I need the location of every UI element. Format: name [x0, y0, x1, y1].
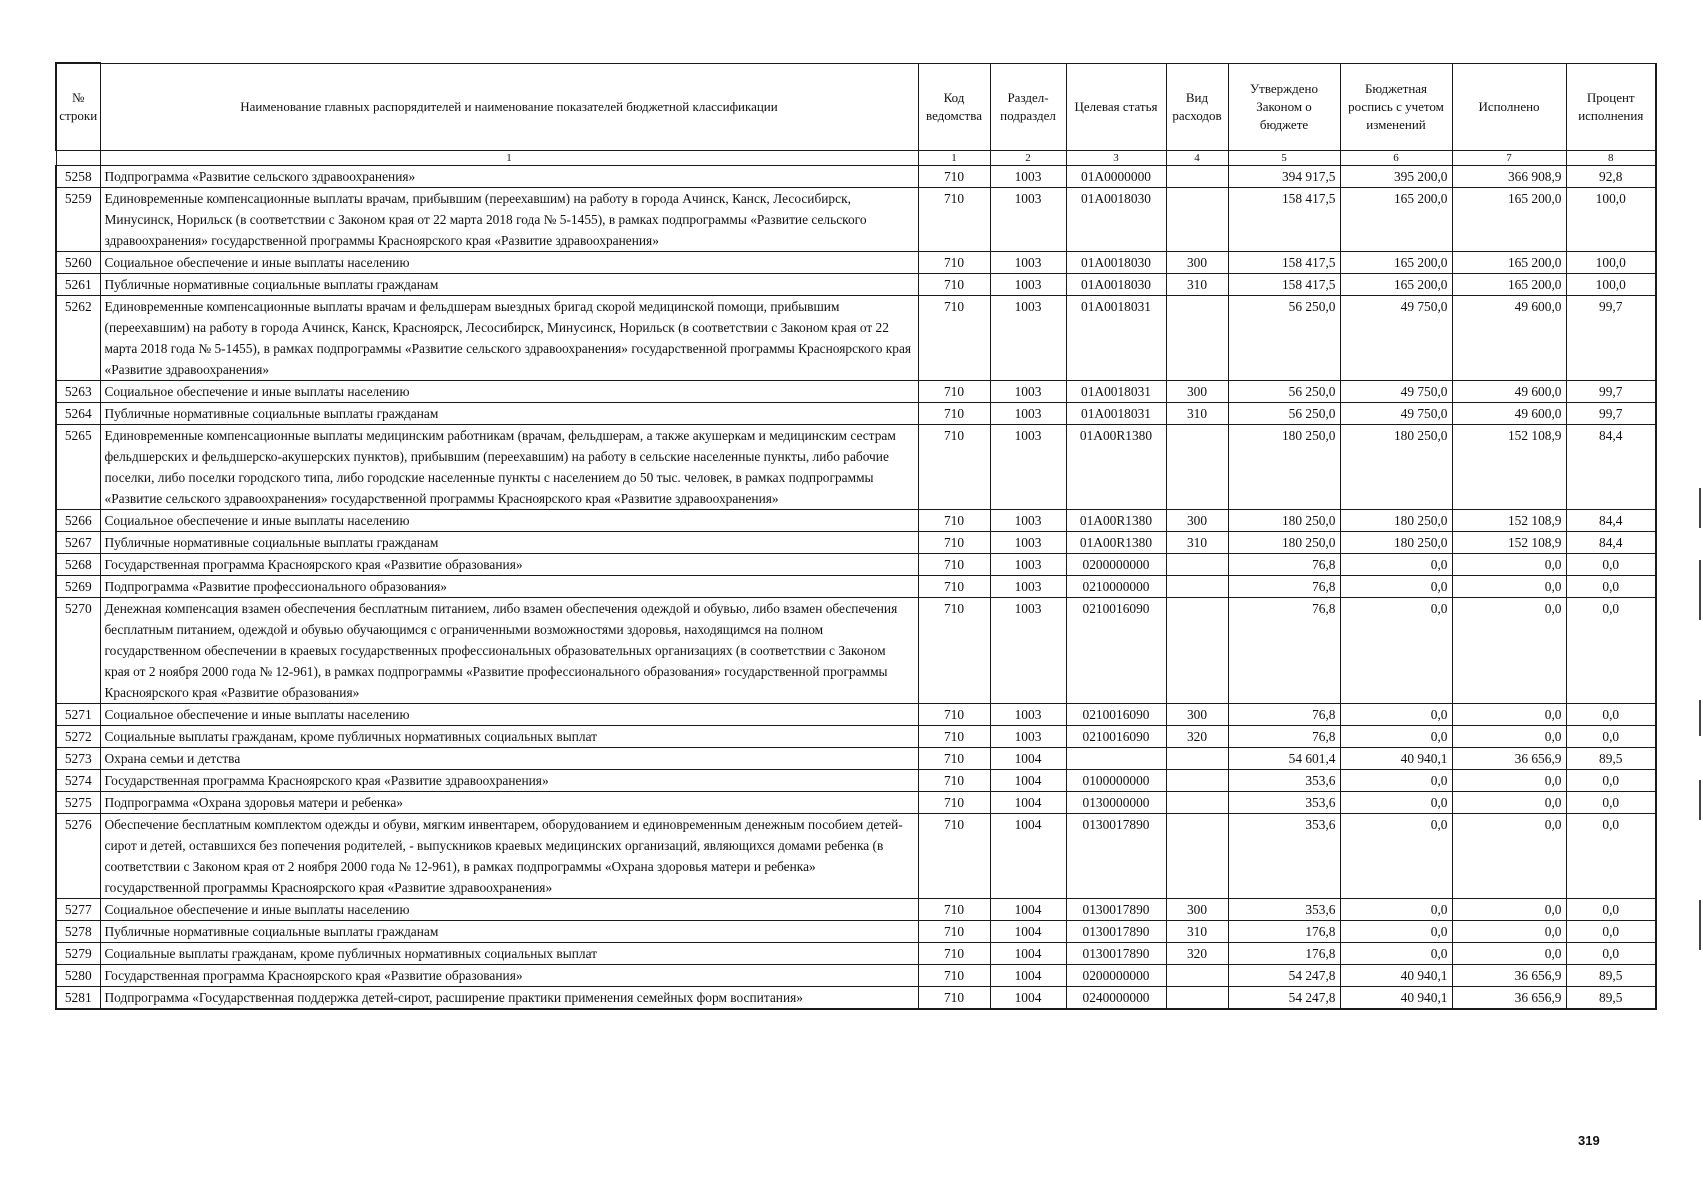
- row-number: 5272: [56, 726, 100, 748]
- row-budget-schedule: 180 250,0: [1340, 510, 1452, 532]
- row-target-article: 0130017890: [1066, 814, 1166, 899]
- row-target-article: 01А0018030: [1066, 274, 1166, 296]
- row-name: Денежная компенсация взамен обеспечения бесплатным питанием, либо взамен обеспечения одеждой и обувью, либо взамен обеспечения бесплатным питанием, одеждой и обувью обучающимся с ограниченными возможностями здоровья, находящимся на полном государственном обеспечении в краевых государственных профессиональных образовательных организациях (в соответствии с Законом края от 2 ноября 2000 года № 12-961), в рамках подпрограммы «Развитие профессионального образования» государственной программы Красноярского края «Развитие образования»: [100, 598, 918, 704]
- table-row: [56, 921, 1656, 943]
- row-approved: 180 250,0: [1228, 532, 1340, 554]
- row-percent: 99,7: [1566, 381, 1656, 403]
- row-target-article: 0210000000: [1066, 576, 1166, 598]
- row-number: 5280: [56, 965, 100, 987]
- row-target-article: 01А00R1380: [1066, 510, 1166, 532]
- row-name: Единовременные компенсационные выплаты медицинским работникам (врачам, фельдшерам, а также акушеркам и медицинским сестрам фельдшерских и фельдшерско-акушерских пунктов), прибывшим (переехавшим) на работу в сельские населенные пункты, либо рабочие поселки, либо поселки городского типа, либо городские населенные пункты с населением до 50 тыс. человек, в рамках подпрограммы «Развитие сельского здравоохранения» государственной программы Красноярского края «Развитие здравоохранения»: [100, 425, 918, 510]
- row-dept-code: 710: [918, 166, 990, 188]
- row-percent: 100,0: [1566, 188, 1656, 252]
- row-percent: 89,5: [1566, 987, 1656, 1010]
- row-number: 5271: [56, 704, 100, 726]
- row-budget-schedule: 0,0: [1340, 554, 1452, 576]
- row-target-article: 01А00R1380: [1066, 425, 1166, 510]
- row-percent: 84,4: [1566, 532, 1656, 554]
- row-dept-code: 710: [918, 770, 990, 792]
- row-percent: 99,7: [1566, 403, 1656, 425]
- table-row: [56, 296, 1656, 381]
- table-body: [56, 166, 1656, 1010]
- row-budget-schedule: 40 940,1: [1340, 965, 1452, 987]
- row-target-article: 0200000000: [1066, 965, 1166, 987]
- row-executed: 152 108,9: [1452, 532, 1566, 554]
- row-approved: 180 250,0: [1228, 510, 1340, 532]
- row-executed: 0,0: [1452, 770, 1566, 792]
- col-number: 6: [1340, 151, 1452, 166]
- row-number: 5275: [56, 792, 100, 814]
- row-target-article: 0210016090: [1066, 704, 1166, 726]
- row-name: Подпрограмма «Государственная поддержка детей-сирот, расширение практики применения семейных форм воспитания»: [100, 987, 918, 1010]
- row-budget-schedule: 165 200,0: [1340, 188, 1452, 252]
- row-dept-code: 710: [918, 598, 990, 704]
- scan-edge-mark: [1699, 780, 1701, 820]
- row-percent: 89,5: [1566, 965, 1656, 987]
- row-executed: 0,0: [1452, 598, 1566, 704]
- table-row: [56, 274, 1656, 296]
- row-number: 5268: [56, 554, 100, 576]
- row-executed: 366 908,9: [1452, 166, 1566, 188]
- row-approved: 158 417,5: [1228, 188, 1340, 252]
- row-expense-type: 300: [1166, 252, 1228, 274]
- row-section: 1004: [990, 748, 1066, 770]
- row-approved: 76,8: [1228, 704, 1340, 726]
- row-approved: 56 250,0: [1228, 381, 1340, 403]
- table-row: [56, 576, 1656, 598]
- page-number: 319: [1578, 1133, 1600, 1148]
- row-expense-type: [1166, 770, 1228, 792]
- row-dept-code: 710: [918, 554, 990, 576]
- row-expense-type: [1166, 965, 1228, 987]
- row-percent: 100,0: [1566, 274, 1656, 296]
- row-approved: 176,8: [1228, 943, 1340, 965]
- row-budget-schedule: 49 750,0: [1340, 403, 1452, 425]
- row-section: 1004: [990, 899, 1066, 921]
- row-section: 1003: [990, 188, 1066, 252]
- row-executed: 36 656,9: [1452, 748, 1566, 770]
- row-expense-type: [1166, 296, 1228, 381]
- scan-edge-mark: [1699, 488, 1701, 528]
- row-section: 1003: [990, 425, 1066, 510]
- row-budget-schedule: 0,0: [1340, 598, 1452, 704]
- row-budget-schedule: 0,0: [1340, 770, 1452, 792]
- row-number: 5260: [56, 252, 100, 274]
- row-section: 1003: [990, 704, 1066, 726]
- row-expense-type: [1166, 554, 1228, 576]
- row-budget-schedule: 0,0: [1340, 726, 1452, 748]
- row-target-article: 0130017890: [1066, 921, 1166, 943]
- row-percent: 0,0: [1566, 792, 1656, 814]
- row-name: Единовременные компенсационные выплаты врачам и фельдшерам выездных бригад скорой медицинской помощи, прибывшим (переехавшим) на работу в города Ачинск, Канск, Красноярск, Лесосибирск, Минусинск, Норильск (в соответствии с Законом края от 22 марта 2018 года № 5-1455), в рамках подпрограммы «Развитие сельского здравоохранения» государственной программы Красноярского края «Развитие здравоохранения»: [100, 296, 918, 381]
- row-executed: 0,0: [1452, 943, 1566, 965]
- row-approved: 56 250,0: [1228, 296, 1340, 381]
- row-percent: 0,0: [1566, 576, 1656, 598]
- row-executed: 49 600,0: [1452, 381, 1566, 403]
- row-approved: 54 247,8: [1228, 965, 1340, 987]
- row-percent: 92,8: [1566, 166, 1656, 188]
- row-dept-code: 710: [918, 748, 990, 770]
- row-name: Социальное обеспечение и иные выплаты населению: [100, 704, 918, 726]
- row-name: Государственная программа Красноярского края «Развитие образования»: [100, 965, 918, 987]
- row-dept-code: 710: [918, 814, 990, 899]
- row-approved: 176,8: [1228, 921, 1340, 943]
- col-number: 1: [918, 151, 990, 166]
- header-expense-type: Вид расходов: [1166, 63, 1228, 151]
- row-dept-code: 710: [918, 425, 990, 510]
- row-name: Подпрограмма «Развитие профессионального образования»: [100, 576, 918, 598]
- col-number: 5: [1228, 151, 1340, 166]
- row-number: 5263: [56, 381, 100, 403]
- row-name: Социальное обеспечение и иные выплаты населению: [100, 381, 918, 403]
- row-expense-type: 310: [1166, 532, 1228, 554]
- row-budget-schedule: 40 940,1: [1340, 987, 1452, 1010]
- row-dept-code: 710: [918, 510, 990, 532]
- row-expense-type: 300: [1166, 381, 1228, 403]
- row-number: 5281: [56, 987, 100, 1010]
- row-dept-code: 710: [918, 704, 990, 726]
- row-number: 5259: [56, 188, 100, 252]
- row-target-article: 0100000000: [1066, 770, 1166, 792]
- row-percent: 84,4: [1566, 425, 1656, 510]
- row-dept-code: 710: [918, 188, 990, 252]
- row-approved: 353,6: [1228, 814, 1340, 899]
- row-name: Публичные нормативные социальные выплаты гражданам: [100, 403, 918, 425]
- row-name: Единовременные компенсационные выплаты врачам, прибывшим (переехавшим) на работу в города Ачинск, Канск, Лесосибирск, Минусинск, Норильск (в соответствии с Законом края от 22 марта 2018 года № 5-1455), в рамках подпрограммы «Развитие сельского здравоохранения» государственной программы Красноярского края «Развитие здравоохранения»: [100, 188, 918, 252]
- row-section: 1004: [990, 943, 1066, 965]
- row-expense-type: 300: [1166, 510, 1228, 532]
- row-section: 1003: [990, 274, 1066, 296]
- row-target-article: 0210016090: [1066, 598, 1166, 704]
- row-number: 5273: [56, 748, 100, 770]
- row-number: 5278: [56, 921, 100, 943]
- row-target-article: 01А0018030: [1066, 252, 1166, 274]
- row-budget-schedule: 49 750,0: [1340, 381, 1452, 403]
- row-name: Социальные выплаты гражданам, кроме публичных нормативных социальных выплат: [100, 943, 918, 965]
- row-name: Охрана семьи и детства: [100, 748, 918, 770]
- row-executed: 165 200,0: [1452, 274, 1566, 296]
- row-budget-schedule: 165 200,0: [1340, 274, 1452, 296]
- row-target-article: 0210016090: [1066, 726, 1166, 748]
- row-dept-code: 710: [918, 987, 990, 1010]
- row-dept-code: 710: [918, 792, 990, 814]
- row-name: Социальное обеспечение и иные выплаты населению: [100, 899, 918, 921]
- row-percent: 0,0: [1566, 726, 1656, 748]
- table-row: [56, 770, 1656, 792]
- row-budget-schedule: 0,0: [1340, 943, 1452, 965]
- table-row: [56, 252, 1656, 274]
- row-approved: 158 417,5: [1228, 274, 1340, 296]
- row-name: Подпрограмма «Охрана здоровья матери и ребенка»: [100, 792, 918, 814]
- row-executed: 0,0: [1452, 921, 1566, 943]
- row-budget-schedule: 40 940,1: [1340, 748, 1452, 770]
- row-target-article: 01А00R1380: [1066, 532, 1166, 554]
- row-dept-code: 710: [918, 899, 990, 921]
- row-budget-schedule: 180 250,0: [1340, 425, 1452, 510]
- row-number: 5274: [56, 770, 100, 792]
- table-row: [56, 814, 1656, 899]
- row-approved: 54 247,8: [1228, 987, 1340, 1010]
- row-expense-type: [1166, 166, 1228, 188]
- row-approved: 76,8: [1228, 554, 1340, 576]
- row-percent: 0,0: [1566, 554, 1656, 576]
- header-approved: Утверждено Законом о бюджете: [1228, 63, 1340, 151]
- row-expense-type: [1166, 748, 1228, 770]
- row-target-article: 0240000000: [1066, 987, 1166, 1010]
- row-number: 5266: [56, 510, 100, 532]
- row-target-article: 0130000000: [1066, 792, 1166, 814]
- table-row: [56, 166, 1656, 188]
- header-name: Наименование главных распорядителей и наименование показателей бюджетной классификации: [100, 63, 918, 151]
- row-target-article: [1066, 748, 1166, 770]
- col-number: 8: [1566, 151, 1656, 166]
- col-number: [56, 151, 100, 166]
- row-dept-code: 710: [918, 274, 990, 296]
- row-expense-type: [1166, 188, 1228, 252]
- row-percent: 0,0: [1566, 770, 1656, 792]
- row-target-article: 01А0018031: [1066, 381, 1166, 403]
- row-budget-schedule: 0,0: [1340, 576, 1452, 598]
- row-section: 1003: [990, 252, 1066, 274]
- row-expense-type: 310: [1166, 921, 1228, 943]
- row-percent: 0,0: [1566, 943, 1656, 965]
- row-name: Государственная программа Красноярского края «Развитие здравоохранения»: [100, 770, 918, 792]
- row-dept-code: 710: [918, 726, 990, 748]
- column-number-row: [56, 151, 1656, 166]
- row-number: 5262: [56, 296, 100, 381]
- table-row: [56, 425, 1656, 510]
- row-number: 5270: [56, 598, 100, 704]
- col-number: 7: [1452, 151, 1566, 166]
- row-budget-schedule: 0,0: [1340, 921, 1452, 943]
- row-executed: 0,0: [1452, 899, 1566, 921]
- header-percent: Процент исполнения: [1566, 63, 1656, 151]
- row-number: 5265: [56, 425, 100, 510]
- table-row: [56, 704, 1656, 726]
- row-budget-schedule: 0,0: [1340, 899, 1452, 921]
- row-approved: 353,6: [1228, 770, 1340, 792]
- row-executed: 152 108,9: [1452, 510, 1566, 532]
- row-approved: 56 250,0: [1228, 403, 1340, 425]
- row-approved: 54 601,4: [1228, 748, 1340, 770]
- scan-edge-mark: [1699, 560, 1701, 620]
- scan-edge-mark: [1699, 700, 1701, 736]
- table-row: [56, 510, 1656, 532]
- header-row: [56, 63, 1656, 151]
- table-row: [56, 792, 1656, 814]
- row-expense-type: 300: [1166, 899, 1228, 921]
- header-executed: Исполнено: [1452, 63, 1566, 151]
- col-number: 1: [100, 151, 918, 166]
- row-approved: 76,8: [1228, 726, 1340, 748]
- row-section: 1003: [990, 576, 1066, 598]
- table-row: [56, 403, 1656, 425]
- row-executed: 165 200,0: [1452, 188, 1566, 252]
- row-target-article: 01А0018031: [1066, 296, 1166, 381]
- row-dept-code: 710: [918, 965, 990, 987]
- row-target-article: 0130017890: [1066, 899, 1166, 921]
- row-section: 1003: [990, 166, 1066, 188]
- row-expense-type: 300: [1166, 704, 1228, 726]
- row-executed: 0,0: [1452, 726, 1566, 748]
- row-name: Публичные нормативные социальные выплаты гражданам: [100, 532, 918, 554]
- row-approved: 180 250,0: [1228, 425, 1340, 510]
- row-dept-code: 710: [918, 252, 990, 274]
- table-row: [56, 987, 1656, 1010]
- row-executed: 49 600,0: [1452, 403, 1566, 425]
- row-executed: 0,0: [1452, 792, 1566, 814]
- col-number: 2: [990, 151, 1066, 166]
- row-percent: 0,0: [1566, 598, 1656, 704]
- row-executed: 152 108,9: [1452, 425, 1566, 510]
- row-percent: 0,0: [1566, 814, 1656, 899]
- budget-execution-table: [55, 62, 1657, 1010]
- row-percent: 0,0: [1566, 921, 1656, 943]
- row-dept-code: 710: [918, 296, 990, 381]
- row-dept-code: 710: [918, 576, 990, 598]
- row-approved: 158 417,5: [1228, 252, 1340, 274]
- table-row: [56, 943, 1656, 965]
- table-row: [56, 381, 1656, 403]
- row-expense-type: [1166, 425, 1228, 510]
- table-row: [56, 188, 1656, 252]
- row-approved: 76,8: [1228, 598, 1340, 704]
- row-budget-schedule: 49 750,0: [1340, 296, 1452, 381]
- table-row: [56, 965, 1656, 987]
- header-section: Раздел-подраздел: [990, 63, 1066, 151]
- row-budget-schedule: 165 200,0: [1340, 252, 1452, 274]
- row-name: Социальные выплаты гражданам, кроме публичных нормативных социальных выплат: [100, 726, 918, 748]
- row-executed: 0,0: [1452, 554, 1566, 576]
- row-number: 5277: [56, 899, 100, 921]
- row-percent: 100,0: [1566, 252, 1656, 274]
- row-percent: 0,0: [1566, 704, 1656, 726]
- table-row: [56, 554, 1656, 576]
- row-approved: 76,8: [1228, 576, 1340, 598]
- row-name: Публичные нормативные социальные выплаты гражданам: [100, 274, 918, 296]
- row-percent: 89,5: [1566, 748, 1656, 770]
- row-section: 1003: [990, 598, 1066, 704]
- row-number: 5258: [56, 166, 100, 188]
- scan-edge-mark: [1699, 900, 1701, 950]
- row-approved: 394 917,5: [1228, 166, 1340, 188]
- row-name: Государственная программа Красноярского края «Развитие образования»: [100, 554, 918, 576]
- row-section: 1004: [990, 987, 1066, 1010]
- row-executed: 36 656,9: [1452, 987, 1566, 1010]
- row-dept-code: 710: [918, 381, 990, 403]
- row-section: 1003: [990, 403, 1066, 425]
- row-executed: 165 200,0: [1452, 252, 1566, 274]
- row-expense-type: 310: [1166, 274, 1228, 296]
- row-section: 1003: [990, 381, 1066, 403]
- row-dept-code: 710: [918, 403, 990, 425]
- row-target-article: 01А0000000: [1066, 166, 1166, 188]
- row-percent: 99,7: [1566, 296, 1656, 381]
- row-expense-type: [1166, 598, 1228, 704]
- row-number: 5279: [56, 943, 100, 965]
- row-dept-code: 710: [918, 532, 990, 554]
- header-budget-schedule: Бюджетная роспись с учетом изменений: [1340, 63, 1452, 151]
- row-expense-type: [1166, 576, 1228, 598]
- row-section: 1003: [990, 532, 1066, 554]
- row-target-article: 01А0018030: [1066, 188, 1166, 252]
- header-dept-code: Код ведомства: [918, 63, 990, 151]
- row-approved: 353,6: [1228, 792, 1340, 814]
- row-section: 1004: [990, 965, 1066, 987]
- row-section: 1004: [990, 814, 1066, 899]
- row-number: 5276: [56, 814, 100, 899]
- table-row: [56, 598, 1656, 704]
- row-name: Социальное обеспечение и иные выплаты населению: [100, 510, 918, 532]
- row-dept-code: 710: [918, 943, 990, 965]
- row-section: 1003: [990, 726, 1066, 748]
- row-budget-schedule: 180 250,0: [1340, 532, 1452, 554]
- row-executed: 0,0: [1452, 576, 1566, 598]
- row-percent: 0,0: [1566, 899, 1656, 921]
- row-expense-type: 320: [1166, 943, 1228, 965]
- col-number: 4: [1166, 151, 1228, 166]
- row-executed: 0,0: [1452, 704, 1566, 726]
- row-expense-type: 320: [1166, 726, 1228, 748]
- row-expense-type: [1166, 987, 1228, 1010]
- row-executed: 36 656,9: [1452, 965, 1566, 987]
- row-number: 5267: [56, 532, 100, 554]
- row-target-article: 0200000000: [1066, 554, 1166, 576]
- row-executed: 49 600,0: [1452, 296, 1566, 381]
- row-executed: 0,0: [1452, 814, 1566, 899]
- col-number: 3: [1066, 151, 1166, 166]
- row-section: 1003: [990, 296, 1066, 381]
- header-target-article: Целевая статья: [1066, 63, 1166, 151]
- row-dept-code: 710: [918, 921, 990, 943]
- table-row: [56, 748, 1656, 770]
- row-expense-type: 310: [1166, 403, 1228, 425]
- row-budget-schedule: 0,0: [1340, 792, 1452, 814]
- row-budget-schedule: 0,0: [1340, 814, 1452, 899]
- row-name: Обеспечение бесплатным комплектом одежды и обуви, мягким инвентарем, оборудованием и единовременным денежным пособием детей-сирот и детей, оставшихся без попечения родителей, - выпускников краевых медицинских организаций, являющихся домами ребенка (в соответствии с Законом края от 2 ноября 2000 года № 12-961), в рамках подпрограммы «Охрана здоровья матери и ребенка» государственной программы Красноярского края «Развитие здравоохранения»: [100, 814, 918, 899]
- row-number: 5269: [56, 576, 100, 598]
- row-number: 5264: [56, 403, 100, 425]
- row-number: 5261: [56, 274, 100, 296]
- row-name: Подпрограмма «Развитие сельского здравоохранения»: [100, 166, 918, 188]
- row-target-article: 0130017890: [1066, 943, 1166, 965]
- row-section: 1004: [990, 921, 1066, 943]
- row-section: 1004: [990, 770, 1066, 792]
- row-section: 1003: [990, 554, 1066, 576]
- row-budget-schedule: 0,0: [1340, 704, 1452, 726]
- header-row-no: № строки: [56, 63, 100, 151]
- row-target-article: 01А0018031: [1066, 403, 1166, 425]
- row-expense-type: [1166, 814, 1228, 899]
- row-approved: 353,6: [1228, 899, 1340, 921]
- table-row: [56, 532, 1656, 554]
- row-section: 1004: [990, 792, 1066, 814]
- row-budget-schedule: 395 200,0: [1340, 166, 1452, 188]
- row-percent: 84,4: [1566, 510, 1656, 532]
- row-name: Социальное обеспечение и иные выплаты населению: [100, 252, 918, 274]
- table-row: [56, 899, 1656, 921]
- row-section: 1003: [990, 510, 1066, 532]
- table-row: [56, 726, 1656, 748]
- row-expense-type: [1166, 792, 1228, 814]
- row-name: Публичные нормативные социальные выплаты гражданам: [100, 921, 918, 943]
